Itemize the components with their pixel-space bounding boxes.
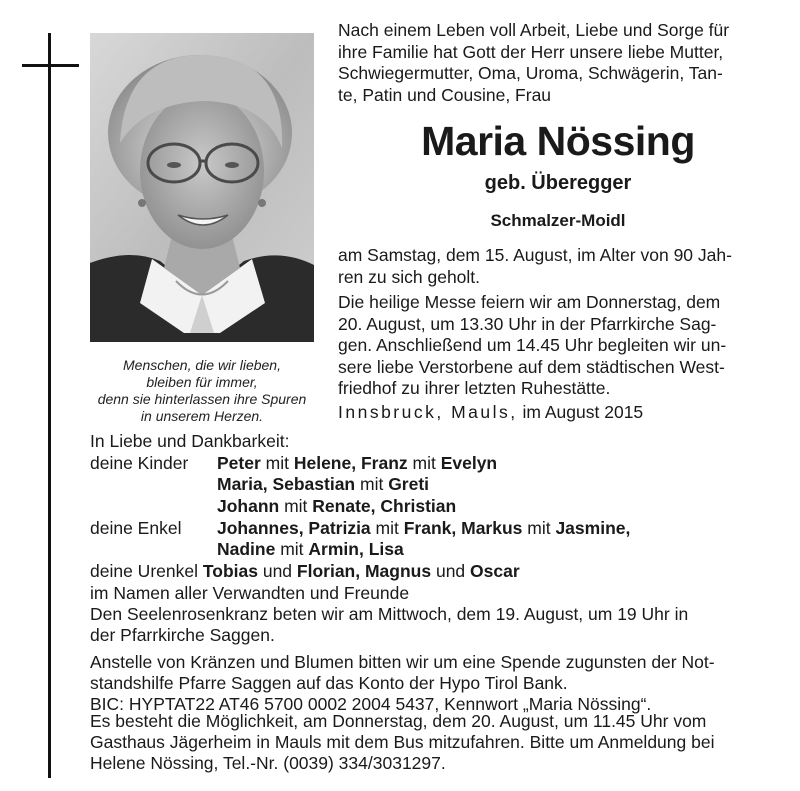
mass-text bbox=[338, 292, 778, 400]
donation-line: BIC: HYPTAT22 AT46 5700 0002 2004 5437, Kennwort „Maria Nössing“. bbox=[90, 694, 652, 714]
family-name: Maria, Sebastian bbox=[217, 474, 356, 495]
rosary-line: der Pfarrkirche Saggen. bbox=[90, 625, 275, 645]
bus-line: Helene Nössing, Tel.-Nr. (0039) 334/3031297. bbox=[90, 753, 446, 773]
grandchildren-row bbox=[90, 539, 630, 561]
cross-icon-vertical bbox=[48, 33, 51, 778]
family-name: Armin, Lisa bbox=[308, 539, 404, 560]
family-name: Johannes, Patrizia bbox=[217, 517, 371, 538]
place-date bbox=[338, 402, 643, 423]
quote-line: in unserem Herzen. bbox=[140, 408, 264, 424]
family-name: Tobias bbox=[202, 561, 258, 582]
cross-icon-horizontal bbox=[22, 64, 79, 67]
children-label: deine Kinder bbox=[90, 452, 189, 473]
intro-text bbox=[338, 20, 778, 106]
rosary-line: Den Seelenrosenkranz beten wir am Mittwoch, dem 19. August, um 19 Uhr in bbox=[90, 604, 689, 624]
bus-line: Gasthaus Jägerheim in Mauls mit dem Bus mitzufahren. Bitte um Anmeldung bei bbox=[90, 732, 715, 752]
children-row bbox=[90, 453, 630, 475]
portrait-photo bbox=[90, 33, 314, 342]
great-grandchildren-row bbox=[90, 561, 630, 583]
connector: und bbox=[431, 561, 471, 582]
family-name: Florian, Magnus bbox=[296, 561, 432, 582]
family-section bbox=[90, 431, 630, 605]
mass-line: gen. Anschließend um 14.45 Uhr begleiten wir un- bbox=[338, 335, 727, 355]
family-name: Evelyn bbox=[440, 452, 498, 473]
connector: mit bbox=[260, 452, 294, 473]
quote-line: bleiben für immer, bbox=[146, 374, 258, 390]
grandchildren-row bbox=[90, 518, 630, 540]
mass-line: friedhof zu ihrer letzten Ruhestätte. bbox=[338, 378, 611, 398]
family-name: Peter bbox=[217, 452, 261, 473]
date: im August 2015 bbox=[522, 402, 644, 422]
mass-line: sere liebe Verstorbene auf dem städtischen West- bbox=[338, 356, 725, 377]
intro-line: te, Patin und Cousine, Frau bbox=[338, 84, 552, 105]
great-grandchildren-label: deine Urenkel bbox=[90, 561, 203, 582]
rosary-text bbox=[90, 604, 780, 646]
connector: mit bbox=[522, 517, 556, 538]
place: Innsbruck, Mauls, bbox=[338, 402, 518, 422]
donation-line: Anstelle von Kränzen und Blumen bitten wir um eine Spende zugunsten der Not- bbox=[90, 652, 715, 672]
intro-line: Nach einem Leben voll Arbeit, Liebe und Sorge für bbox=[338, 20, 730, 40]
connector: mit bbox=[355, 474, 389, 495]
children-row bbox=[90, 474, 630, 496]
family-name: Renate, Christian bbox=[312, 496, 457, 517]
grandchildren-label: deine Enkel bbox=[90, 517, 182, 538]
family-name: Johann bbox=[217, 496, 280, 517]
family-name: Frank, Markus bbox=[403, 517, 523, 538]
death-line: ren zu sich geholt. bbox=[338, 266, 481, 287]
family-name: Oscar bbox=[470, 561, 520, 582]
death-line: am Samstag, dem 15. August, im Alter von 90 Jah- bbox=[338, 245, 732, 265]
family-heading: In Liebe und Dankbarkeit: bbox=[90, 431, 290, 451]
connector: mit bbox=[407, 452, 441, 473]
family-name: Nadine bbox=[217, 539, 276, 560]
connector: und bbox=[257, 561, 297, 582]
donation-line: standshilfe Pfarre Saggen auf das Konto der Hypo Tirol Bank. bbox=[90, 673, 568, 693]
quote-line: Menschen, die wir lieben, bbox=[123, 357, 281, 373]
deceased-name: Maria Nössing bbox=[421, 118, 695, 164]
donation-text bbox=[90, 652, 780, 715]
connector: mit bbox=[279, 496, 313, 517]
intro-line: ihre Familie hat Gott der Herr unsere liebe Mutter, bbox=[338, 41, 724, 62]
bus-text bbox=[90, 711, 780, 774]
memorial-quote bbox=[90, 357, 314, 425]
children-row bbox=[90, 496, 630, 518]
bus-line: Es besteht die Möglichkeit, am Donnerstag, dem 20. August, um 11.45 Uhr vom bbox=[90, 711, 707, 731]
mass-line: Die heilige Messe feiern wir am Donnerstag, dem bbox=[338, 292, 721, 312]
intro-line: Schwiegermutter, Oma, Uroma, Schwägerin, Tan- bbox=[338, 63, 723, 83]
family-name: Helene, Franz bbox=[293, 452, 408, 473]
family-closing: im Namen aller Verwandten und Freunde bbox=[90, 582, 410, 603]
family-name: Jasmine, bbox=[555, 517, 631, 538]
portrait-image bbox=[90, 33, 314, 342]
family-name: Greti bbox=[388, 474, 430, 495]
connector: mit bbox=[370, 517, 404, 538]
quote-line: denn sie hinterlassen ihre Spuren bbox=[97, 391, 307, 407]
house-name: Schmalzer-Moidl bbox=[490, 211, 626, 230]
birth-name: geb. Überegger bbox=[484, 172, 632, 194]
connector: mit bbox=[275, 539, 309, 560]
mass-line: 20. August, um 13.30 Uhr in der Pfarrkirche Sag- bbox=[338, 313, 717, 334]
death-text bbox=[338, 245, 778, 288]
